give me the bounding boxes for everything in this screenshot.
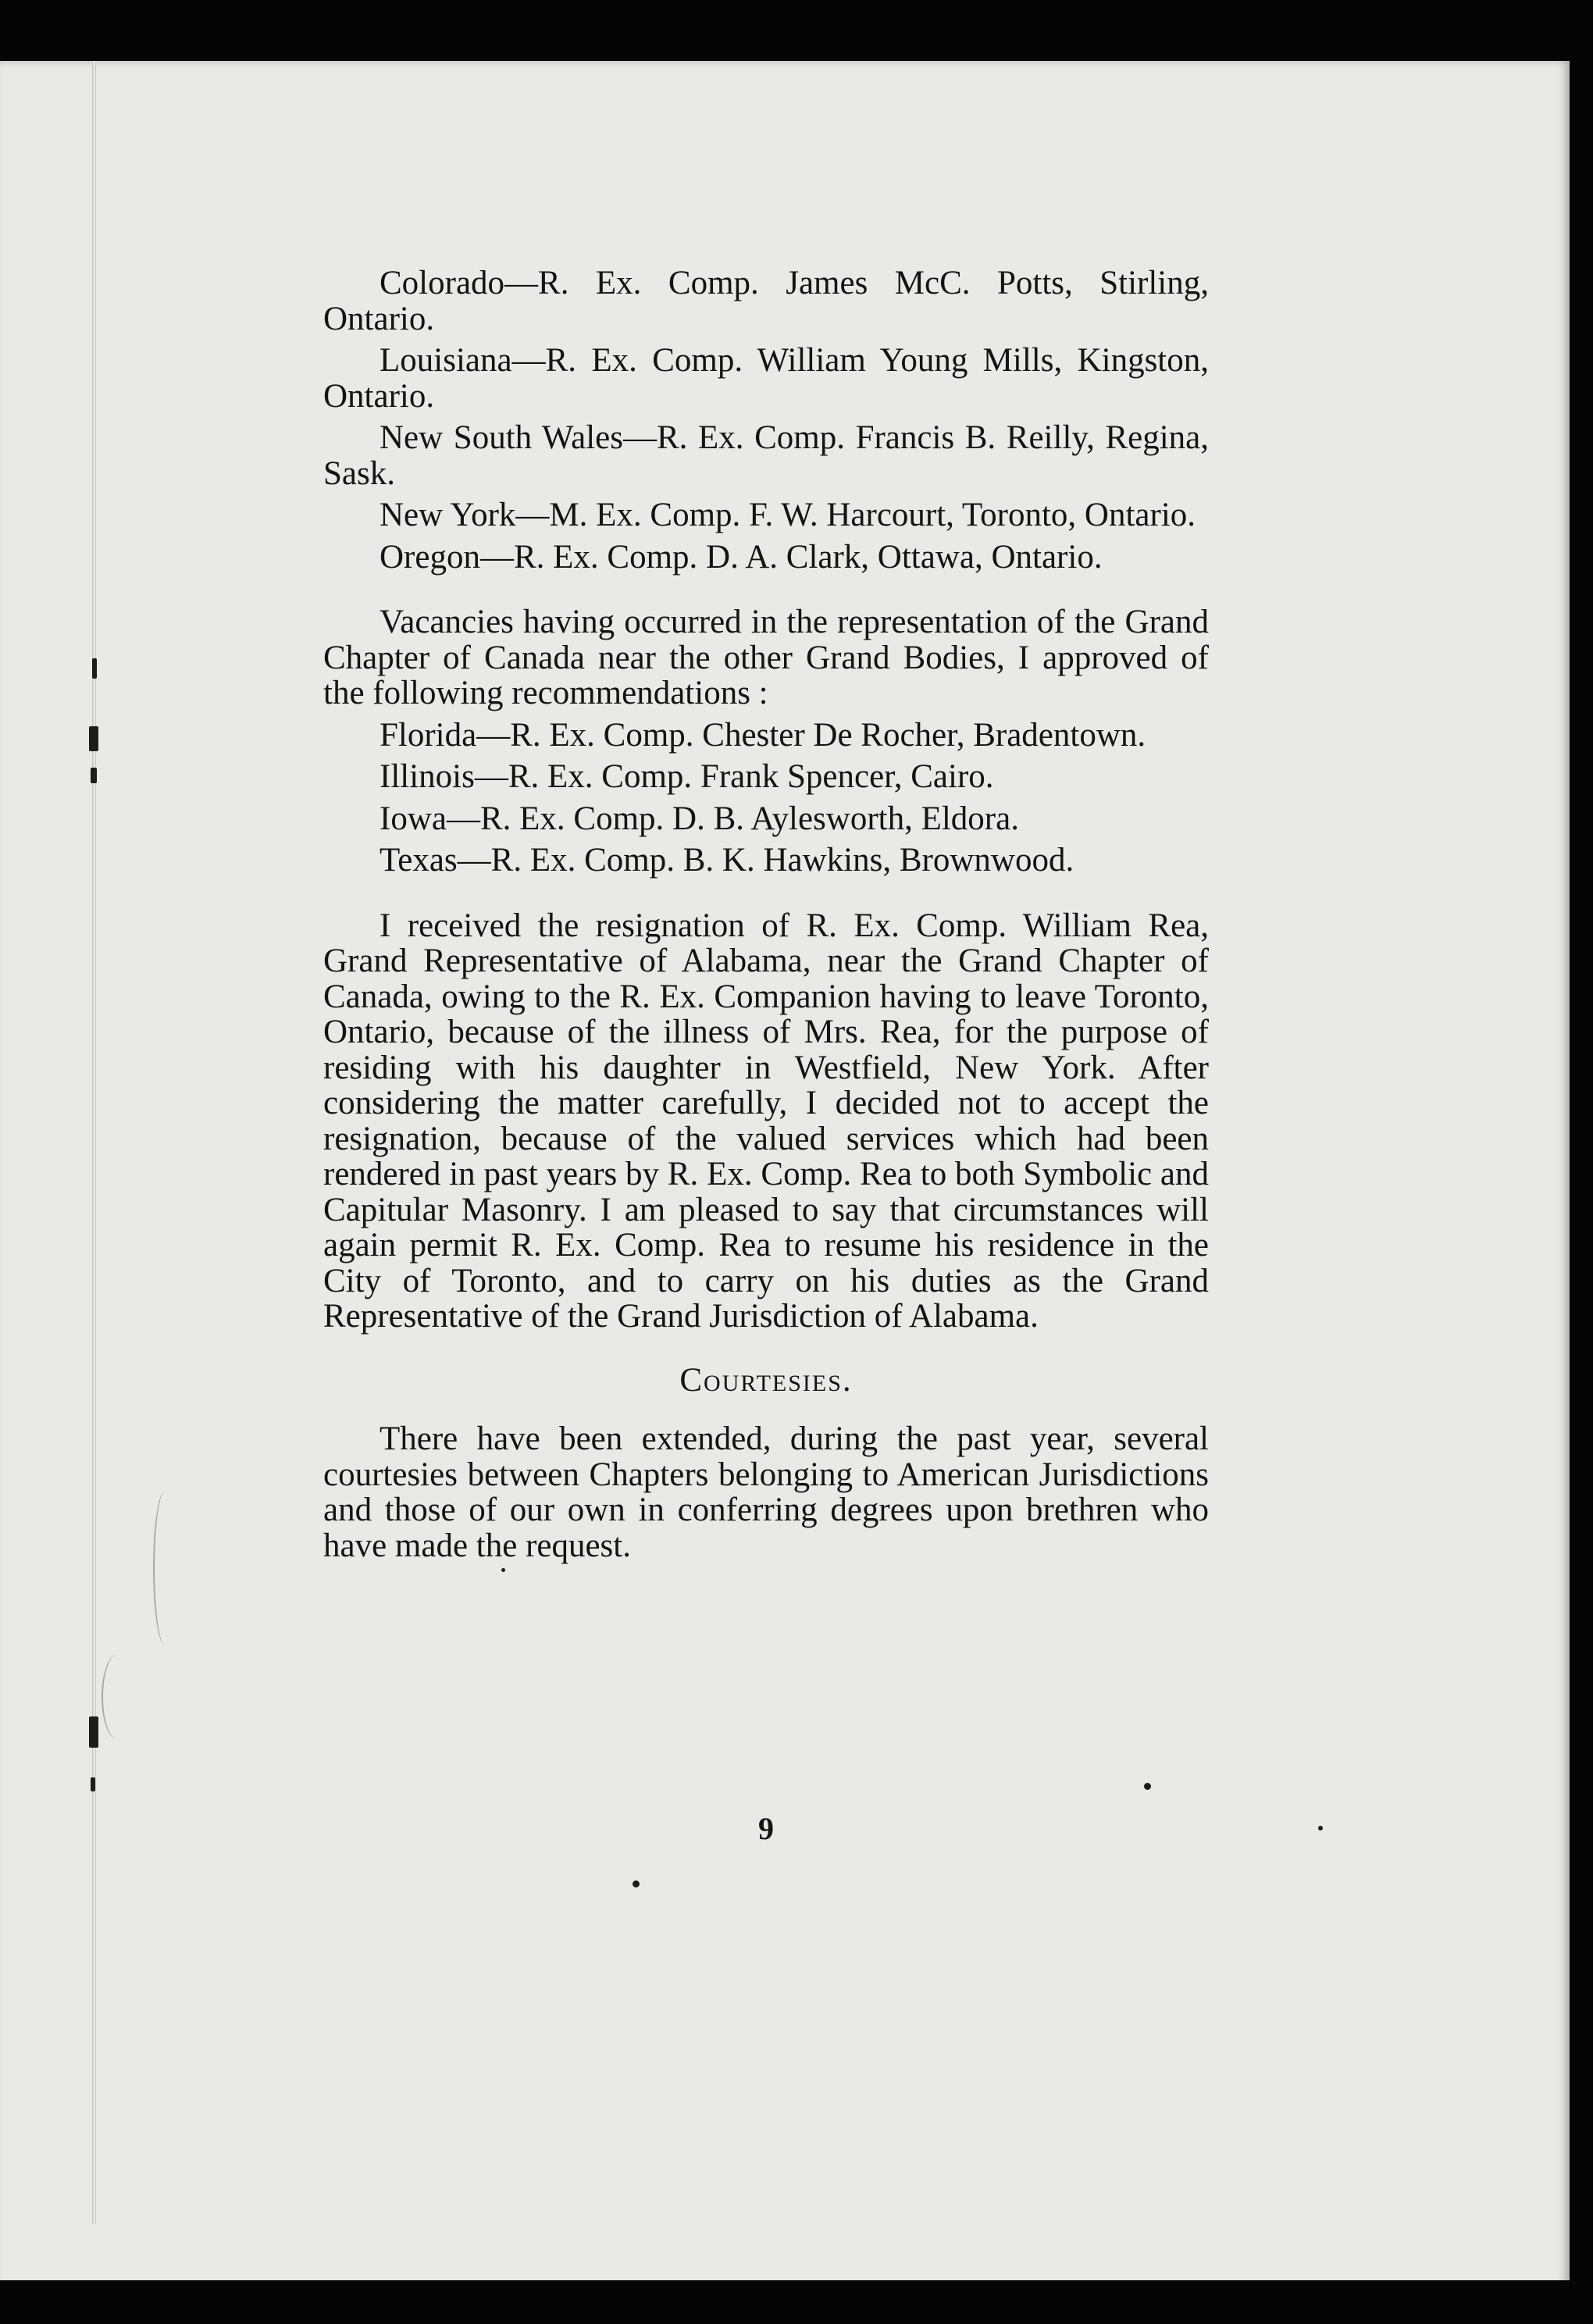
- document-body: [323, 266, 1209, 1563]
- binding-mark: [92, 658, 97, 679]
- section-heading: Courtesies.: [679, 1361, 853, 1399]
- paper-scuff-mark: [153, 1490, 178, 1646]
- representative-entry: New York—M. Ex. Comp. F. W. Harcourt, Toronto, Ontario.: [380, 497, 1196, 533]
- recommendation-entry: Iowa—R. Ex. Comp. D. B. Aylesworth, Eldora.: [380, 800, 1019, 837]
- binding-mark: [89, 726, 98, 751]
- scan-border: [0, 2280, 1593, 2324]
- speck-mark: [1318, 1826, 1323, 1830]
- binding-mark: [91, 1777, 95, 1791]
- speck-mark: [633, 1880, 640, 1887]
- recommendation-entry: Texas—R. Ex. Comp. B. K. Hawkins, Brownwood.: [380, 842, 1074, 879]
- binding-mark: [91, 768, 97, 783]
- resignation-paragraph: I received the resignation of R. Ex. Comp. William Rea, Grand Representative of Alabama, near the Grand Chapter of Canada, owing to the R. Ex. Companion having to leave Toronto, Ontario, because of the illness of Mrs. Rea, for the purpose of residing with his daughter in Westfield, New York. After considering the matter carefully, I decided not to accept the resignation, because of the valued services which had been rendered in past years by R. Ex. Comp. Rea to both Symbolic and Capitular Masonry. I am pleased to say that circumstances will again permit R. Ex. Comp. Rea to resume his residence in the City of Toronto, and to carry on his duties as the Grand Representative of the Grand Jurisdiction of Alabama.: [323, 907, 1209, 1335]
- representative-entry: Louisiana—R. Ex. Comp. William Young Mills, Kingston, Ontario.: [323, 342, 1209, 415]
- representative-entry: New South Wales—R. Ex. Comp. Francis B. Reilly, Regina, Sask.: [323, 419, 1209, 492]
- representative-entry: Oregon—R. Ex. Comp. D. A. Clark, Ottawa, Ontario.: [380, 538, 1103, 576]
- recommendation-entry: Illinois—R. Ex. Comp. Frank Spencer, Cairo.: [380, 758, 994, 795]
- vacancies-paragraph: Vacancies having occurred in the representation of the Grand Chapter of Canada near the other Grand Bodies, I approved of the following recommendations :: [323, 604, 1209, 711]
- courtesies-paragraph: There have been extended, during the past year, several courtesies between Chapters belonging to American Jurisdictions and those of our own in conferring degrees upon brethren who have made the request.: [323, 1420, 1209, 1564]
- speck-mark: [1144, 1783, 1151, 1790]
- binding-mark: [89, 1716, 98, 1748]
- representative-entry: Colorado—R. Ex. Comp. James McC. Potts, Stirling, Ontario.: [323, 265, 1209, 337]
- paper-scuff-mark: [102, 1654, 134, 1740]
- binding-fold-line: [92, 61, 96, 2224]
- page-number: 9: [758, 1811, 774, 1846]
- recommendation-entry: Florida—R. Ex. Comp. Chester De Rocher, Bradentown.: [380, 716, 1146, 754]
- speck-mark: [501, 1568, 505, 1572]
